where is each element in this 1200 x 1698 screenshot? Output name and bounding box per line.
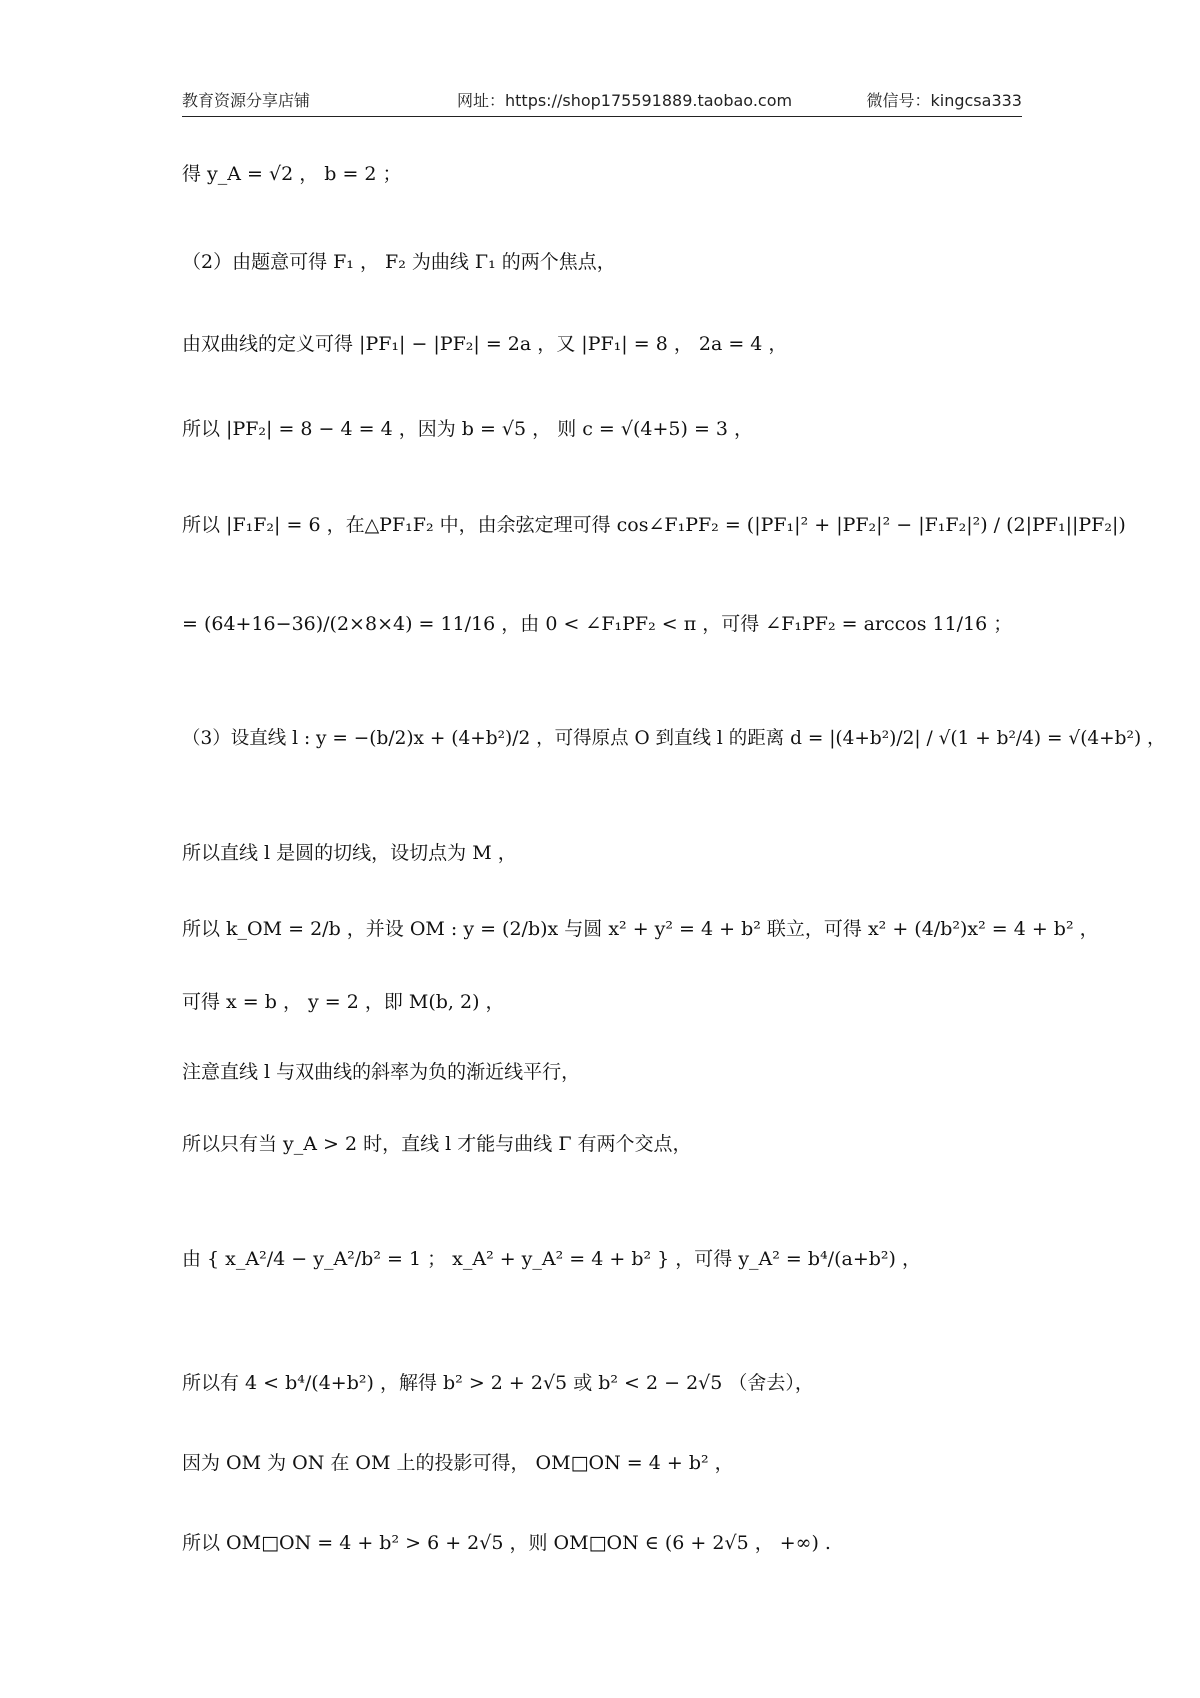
line-11: 注意直线 l 与双曲线的斜率为负的渐近线平行， bbox=[182, 1061, 581, 1083]
line-6: = (64+16−36)/(2×8×4) = 11/16 ，由 0 < ∠F₁PF₂ < π ，可得 ∠F₁PF₂ = arccos 11/16 ； bbox=[182, 613, 1013, 635]
line-12: 所以只有当 y_A > 2 时，直线 l 才能与曲线 Γ 有两个交点， bbox=[182, 1133, 692, 1155]
header-url[interactable]: 网址：https://shop175591889.taobao.com bbox=[457, 91, 793, 110]
line-2: （2）由题意可得 F₁ ， F₂ 为曲线 Γ₁ 的两个焦点， bbox=[182, 251, 616, 273]
header-shop-name: 教育资源分享店铺 bbox=[182, 91, 311, 110]
page-header bbox=[182, 84, 1022, 117]
line-10: 可得 x = b ， y = 2 ，即 M(b, 2) ， bbox=[182, 991, 505, 1013]
line-14: 所以有 4 < b⁴/(4+b²) ，解得 b² > 2 + 2√5 或 b² < 2 − 2√5 （舍去）， bbox=[182, 1372, 814, 1394]
line-7: （3）设直线 l : y = −(b/2)x + (4+b²)/2 ，可得原点 O 到直线 l 的距离 d = |(4+b²)/2| / √(1 + b²/4) = √(4+b²) ， bbox=[182, 728, 1166, 749]
line-4: 所以 |PF₂| = 8 − 4 = 4 ，因为 b = √5 ， 则 c = √(4+5) = 3 ， bbox=[182, 418, 754, 440]
line-15: 因为 OM 为 ON 在 OM 上的投影可得， OM□ON = 4 + b² ， bbox=[182, 1452, 734, 1474]
line-16: 所以 OM□ON = 4 + b² > 6 + 2√5 ，则 OM□ON ∈ (6 + 2√5 ， +∞) . bbox=[182, 1532, 831, 1554]
line-3: 由双曲线的定义可得 |PF₁| − |PF₂| = 2a ，又 |PF₁| = 8 ， 2a = 4 ， bbox=[182, 333, 788, 355]
header-wechat: 微信号：kingcsa333 bbox=[866, 91, 1022, 110]
line-5: 所以 |F₁F₂| = 6 ，在△PF₁F₂ 中，由余弦定理可得 cos∠F₁PF₂ = (|PF₁|² + |PF₂|² − |F₁F₂|²) / (2|PF₁||PF₂|) bbox=[182, 514, 1126, 536]
line-1: 得 y_A = √2 ， b = 2 ； bbox=[182, 163, 402, 185]
line-8: 所以直线 l 是圆的切线，设切点为 M ， bbox=[182, 842, 517, 864]
line-9: 所以 k_OM = 2/b ，并设 OM : y = (2/b)x 与圆 x² + y² = 4 + b² 联立，可得 x² + (4/b²)x² = 4 + b² ， bbox=[182, 918, 1099, 940]
line-13: 由 { x_A²/4 − y_A²/b² = 1 ； x_A² + y_A² = 4 + b² } ，可得 y_A² = b⁴/(a+b²) ， bbox=[182, 1248, 921, 1270]
